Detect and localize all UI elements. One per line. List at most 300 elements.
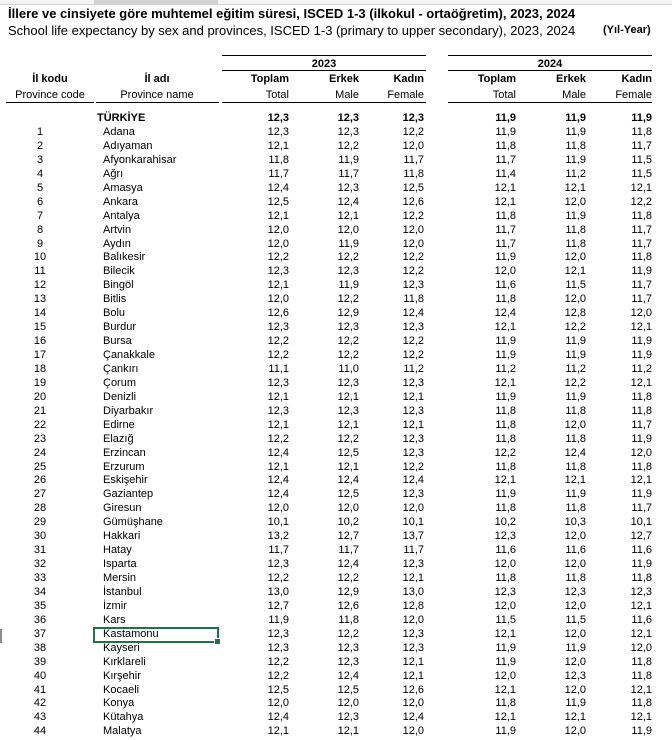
province-code-cell[interactable]: 18 (33, 362, 47, 375)
total-2023-cell[interactable]: 12,0 (267, 237, 289, 250)
male-2023-cell[interactable]: 12,4 (337, 474, 359, 487)
province-name-cell[interactable]: Kırşehir (103, 669, 141, 682)
female-2024-cell[interactable]: 11,8 (631, 460, 652, 473)
province-code-cell[interactable]: 20 (33, 390, 47, 403)
province-name-cell[interactable]: Ağrı (103, 167, 124, 180)
province-code-cell[interactable]: 37 (33, 627, 47, 640)
female-2024-cell[interactable]: 11,7 (631, 279, 652, 292)
female-2024-cell[interactable]: 11,9 (631, 349, 652, 361)
province-code-cell[interactable]: 14 (33, 307, 47, 320)
male-2024-cell[interactable]: 12,1 (564, 265, 586, 278)
province-code-cell[interactable]: 39 (33, 655, 47, 668)
total-2023-cell[interactable]: 12,1 (267, 209, 289, 222)
province-name-cell[interactable]: Eskişehir (103, 474, 148, 487)
total-2023-cell[interactable]: 13,2 (267, 530, 289, 543)
province-code-cell[interactable]: 25 (33, 460, 47, 473)
province-name-cell[interactable]: Bolu (103, 307, 126, 320)
female-2024-cell[interactable]: 11,9 (631, 488, 652, 501)
total-2023-cell[interactable]: 12,3 (267, 265, 289, 278)
male-2024-cell[interactable]: 11,2 (565, 362, 586, 375)
male-2024-cell[interactable]: 11,9 (565, 126, 586, 138)
total-2024-cell[interactable]: 11,8 (495, 418, 516, 431)
province-code-cell[interactable]: 17 (33, 349, 47, 361)
total-2023-cell[interactable]: 12,1 (267, 139, 289, 152)
total-2024-cell[interactable]: 12,1 (494, 376, 516, 389)
province-code-cell[interactable]: 36 (33, 613, 47, 626)
total-2024-cell[interactable]: 12,2 (494, 446, 516, 459)
female-2024-cell[interactable]: 12,2 (630, 195, 652, 208)
male-2024-cell[interactable]: 12,0 (564, 725, 586, 738)
total-2024-cell[interactable]: 12,0 (494, 265, 516, 278)
province-code-cell[interactable]: 22 (33, 418, 47, 431)
male-2024-cell[interactable]: 12,0 (564, 530, 586, 543)
province-name-cell[interactable]: Çankırı (103, 362, 139, 375)
female-2023-cell[interactable]: 12,3 (402, 432, 424, 445)
total-2024-cell[interactable]: 11,9 (495, 641, 516, 654)
total-2024-cell[interactable]: 12,1 (494, 683, 516, 696)
female-2024-cell[interactable]: 11,8 (631, 390, 652, 403)
female-2024-cell[interactable]: 11,8 (631, 251, 652, 264)
female-2023-cell[interactable]: 12,2 (402, 251, 424, 264)
female-2023-cell[interactable]: 11,7 (403, 153, 424, 166)
male-2024-cell[interactable]: 12,1 (564, 474, 586, 487)
male-2023-cell[interactable]: 12,0 (337, 223, 359, 236)
total-2024-cell[interactable]: 11,9 (495, 390, 516, 403)
male-2023-cell[interactable]: 12,1 (337, 460, 359, 473)
male-2024-cell[interactable]: 12,0 (564, 558, 586, 571)
province-code-cell[interactable]: 24 (33, 446, 47, 459)
province-code-cell[interactable]: 21 (33, 404, 47, 417)
total-2023-cell[interactable]: 12,2 (267, 251, 289, 264)
province-name-cell[interactable]: Konya (103, 697, 135, 710)
total-2024-cell[interactable]: 11,9 (495, 725, 516, 738)
female-2023-cell[interactable]: 12,3 (402, 446, 424, 459)
male-2024-cell[interactable]: 11,9 (565, 349, 586, 361)
province-name-cell[interactable]: Balıkesir (103, 251, 146, 264)
province-name-cell[interactable]: Burdur (103, 321, 137, 334)
province-code-cell[interactable]: 13 (33, 293, 47, 306)
male-2024-cell[interactable]: 10,3 (564, 516, 586, 529)
female-2024-cell[interactable]: 12,1 (630, 627, 652, 640)
province-name-cell[interactable]: Adana (103, 126, 135, 138)
female-2023-cell[interactable]: 10,1 (402, 516, 424, 529)
male-2023-cell[interactable]: 12,1 (337, 725, 359, 738)
total-2023-cell[interactable]: 13,0 (267, 585, 289, 598)
male-2023-cell[interactable]: 11,9 (338, 237, 359, 250)
female-2023-cell[interactable]: 11,2 (403, 362, 424, 375)
province-name-cell[interactable]: Kütahya (103, 711, 144, 724)
province-code-cell[interactable]: 43 (33, 711, 47, 724)
male-2023-cell[interactable]: 12,3 (337, 181, 359, 194)
male-2023-cell[interactable]: 12,3 (337, 321, 359, 334)
province-name-cell[interactable]: İzmir (103, 599, 127, 612)
male-2024-cell[interactable]: 11,8 (565, 404, 586, 417)
total-2024-cell[interactable]: 11,7 (495, 153, 516, 166)
male-2023-cell[interactable]: 12,2 (337, 139, 359, 152)
province-code-cell[interactable]: 40 (33, 669, 47, 682)
total-2024-cell[interactable]: 12,0 (494, 669, 516, 682)
male-2024-cell[interactable]: 12,4 (564, 446, 586, 459)
female-2023-cell[interactable]: 12,3 (402, 279, 424, 292)
male-2023-cell[interactable]: 12,9 (337, 585, 359, 598)
female-2024-cell[interactable]: 11,9 (631, 335, 652, 348)
province-code-cell[interactable]: 30 (33, 530, 47, 543)
female-2024-cell[interactable]: 11,8 (631, 126, 652, 138)
total-2024-cell[interactable]: 11,9 (495, 126, 516, 138)
male-2023-cell[interactable]: 12,7 (337, 530, 359, 543)
total-2024-cell[interactable]: 11,8 (495, 502, 516, 515)
province-code-cell[interactable]: 12 (33, 279, 47, 292)
male-2023-cell[interactable]: 12,5 (337, 488, 359, 501)
male-2023-cell[interactable]: 12,3 (337, 265, 359, 278)
total-2023-cell[interactable]: 12,3 (267, 404, 289, 417)
province-name-cell[interactable]: Erzurum (103, 460, 145, 473)
female-2024-cell[interactable]: 12,0 (630, 307, 652, 320)
male-2023-cell[interactable]: 12,2 (337, 251, 359, 264)
total-2023-cell[interactable]: 11,7 (268, 544, 289, 557)
male-2023-cell[interactable]: 12,6 (337, 599, 359, 612)
male-2024-cell[interactable]: 11,8 (565, 139, 586, 152)
female-2024-cell[interactable]: 11,5 (631, 167, 652, 180)
female-2024-cell[interactable]: 11,7 (631, 237, 652, 250)
province-code-cell[interactable]: 2 (36, 139, 44, 152)
province-code-cell[interactable]: 15 (33, 321, 47, 334)
total-2023-cell[interactable]: 12,3 (267, 641, 289, 654)
total-2024-cell[interactable]: 11,9 (495, 112, 516, 124)
male-2024-cell[interactable]: 12,2 (564, 376, 586, 389)
male-2023-cell[interactable]: 12,1 (337, 390, 359, 403)
total-2024-cell[interactable]: 11,6 (495, 279, 516, 292)
province-code-cell[interactable]: 19 (33, 376, 47, 389)
female-2023-cell[interactable]: 12,6 (402, 195, 424, 208)
male-2023-cell[interactable]: 12,0 (337, 502, 359, 515)
female-2023-cell[interactable]: 12,1 (402, 669, 424, 682)
province-name-cell[interactable]: Antalya (103, 209, 140, 222)
female-2023-cell[interactable]: 13,7 (402, 530, 424, 543)
province-name-cell[interactable]: Isparta (103, 558, 137, 571)
female-2023-cell[interactable]: 12,1 (402, 390, 424, 403)
total-2023-cell[interactable]: 12,2 (267, 669, 289, 682)
male-2023-cell[interactable]: 12,5 (337, 683, 359, 696)
total-2024-cell[interactable]: 11,2 (495, 362, 516, 375)
female-2024-cell[interactable]: 12,1 (630, 711, 652, 724)
province-name-cell[interactable]: Kırklareli (103, 655, 146, 668)
total-2024-cell[interactable]: 12,0 (494, 599, 516, 612)
female-2024-cell[interactable]: 11,8 (631, 572, 652, 584)
total-2024-cell[interactable]: 11,8 (495, 697, 516, 710)
male-2024-cell[interactable]: 11,8 (565, 460, 586, 473)
total-2023-cell[interactable]: 12,3 (267, 112, 289, 124)
total-2024-cell[interactable]: 12,1 (494, 195, 516, 208)
male-2023-cell[interactable]: 12,1 (337, 209, 359, 222)
province-code-cell[interactable]: 41 (33, 683, 47, 696)
total-2024-cell[interactable]: 12,1 (494, 321, 516, 334)
total-2024-cell[interactable]: 11,9 (495, 251, 516, 264)
female-2023-cell[interactable]: 12,1 (402, 572, 424, 584)
total-2024-cell[interactable]: 10,2 (494, 516, 516, 529)
female-2024-cell[interactable]: 12,1 (630, 474, 652, 487)
female-2023-cell[interactable]: 12,8 (402, 599, 424, 612)
total-2023-cell[interactable]: 12,3 (267, 558, 289, 571)
male-2024-cell[interactable]: 11,9 (565, 112, 586, 124)
total-2023-cell[interactable]: 11,9 (268, 613, 289, 626)
total-2023-cell[interactable]: 12,5 (267, 195, 289, 208)
male-2024-cell[interactable]: 11,2 (565, 167, 586, 180)
female-2023-cell[interactable]: 12,0 (402, 139, 424, 152)
male-2024-cell[interactable]: 11,9 (565, 641, 586, 654)
province-code-cell[interactable]: 6 (36, 195, 44, 208)
province-code-cell[interactable]: 16 (33, 335, 47, 348)
male-2023-cell[interactable]: 12,3 (337, 376, 359, 389)
female-2023-cell[interactable]: 12,3 (402, 558, 424, 571)
female-2024-cell[interactable]: 12,0 (630, 641, 652, 654)
female-2024-cell[interactable]: 11,8 (631, 404, 652, 417)
total-2023-cell[interactable]: 11,7 (268, 167, 289, 180)
total-2023-cell[interactable]: 12,1 (267, 418, 289, 431)
total-2024-cell[interactable]: 11,9 (495, 349, 516, 361)
male-2023-cell[interactable]: 12,3 (337, 112, 359, 124)
province-code-cell[interactable]: 35 (33, 599, 47, 612)
female-2023-cell[interactable]: 12,4 (402, 307, 424, 320)
female-2023-cell[interactable]: 12,0 (402, 613, 424, 626)
male-2024-cell[interactable]: 11,9 (565, 390, 586, 403)
total-2024-cell[interactable]: 12,1 (494, 627, 516, 640)
male-2024-cell[interactable]: 11,8 (565, 572, 586, 584)
male-2023-cell[interactable]: 12,2 (337, 627, 359, 640)
male-2024-cell[interactable]: 12,0 (564, 251, 586, 264)
total-2024-cell[interactable]: 12,1 (494, 474, 516, 487)
total-2023-cell[interactable]: 12,4 (267, 474, 289, 487)
total-2024-cell[interactable]: 11,8 (495, 432, 516, 445)
total-2024-cell[interactable]: 11,8 (495, 460, 516, 473)
female-2023-cell[interactable]: 12,2 (402, 265, 424, 278)
total-2023-cell[interactable]: 12,5 (267, 683, 289, 696)
province-code-cell[interactable]: 7 (36, 209, 44, 222)
female-2023-cell[interactable]: 12,3 (402, 488, 424, 501)
female-2023-cell[interactable]: 12,0 (402, 725, 424, 738)
male-2024-cell[interactable]: 11,5 (565, 613, 586, 626)
male-2023-cell[interactable]: 12,9 (337, 307, 359, 320)
total-2024-cell[interactable]: 11,6 (495, 544, 516, 557)
male-2024-cell[interactable]: 12,3 (564, 669, 586, 682)
female-2024-cell[interactable]: 11,8 (631, 209, 652, 222)
total-2024-cell[interactable]: 11,8 (495, 572, 516, 584)
male-2023-cell[interactable]: 12,1 (337, 418, 359, 431)
total-2023-cell[interactable]: 12,2 (267, 335, 289, 348)
female-2024-cell[interactable]: 11,7 (631, 502, 652, 515)
province-code-cell[interactable]: 29 (33, 516, 47, 529)
total-2023-cell[interactable]: 12,1 (267, 725, 289, 738)
female-2024-cell[interactable]: 11,5 (631, 153, 652, 166)
province-name-cell[interactable]: Bitlis (103, 293, 127, 306)
male-2023-cell[interactable]: 12,5 (337, 446, 359, 459)
total-2023-cell[interactable]: 12,0 (267, 293, 289, 306)
province-name-cell[interactable]: Kars (103, 613, 126, 626)
province-name-cell[interactable]: Gümüşhane (103, 516, 163, 529)
female-2023-cell[interactable]: 11,7 (403, 544, 424, 557)
province-name-cell[interactable]: Çorum (103, 376, 137, 389)
province-code-cell[interactable]: 26 (33, 474, 47, 487)
female-2024-cell[interactable]: 12,1 (630, 181, 652, 194)
province-code-cell[interactable]: 28 (33, 502, 47, 515)
male-2023-cell[interactable]: 12,3 (337, 641, 359, 654)
male-2024-cell[interactable]: 11,9 (565, 209, 586, 222)
total-2023-cell[interactable]: 12,2 (267, 349, 289, 361)
female-2024-cell[interactable]: 11,7 (631, 293, 652, 306)
province-name-cell[interactable]: Hatay (103, 544, 132, 557)
province-code-cell[interactable]: 9 (36, 237, 44, 250)
female-2023-cell[interactable]: 12,1 (402, 418, 424, 431)
province-name-cell[interactable]: Ankara (103, 195, 138, 208)
female-2024-cell[interactable]: 12,0 (630, 446, 652, 459)
province-name-cell[interactable]: Kayseri (103, 641, 140, 654)
province-name-cell[interactable]: Amasya (103, 181, 143, 194)
female-2024-cell[interactable]: 11,9 (631, 112, 652, 124)
male-2023-cell[interactable]: 12,2 (337, 432, 359, 445)
total-2024-cell[interactable]: 11,7 (495, 237, 516, 250)
province-name-cell[interactable]: Artvin (103, 223, 132, 236)
total-2023-cell[interactable]: 12,3 (267, 321, 289, 334)
male-2023-cell[interactable]: 12,4 (337, 558, 359, 571)
male-2024-cell[interactable]: 11,8 (565, 502, 586, 515)
province-code-cell[interactable]: 8 (36, 223, 44, 236)
total-2024-cell[interactable]: 12,4 (494, 307, 516, 320)
province-name-cell[interactable]: Gaziantep (103, 488, 154, 501)
province-code-cell[interactable]: 33 (33, 572, 47, 584)
male-2024-cell[interactable]: 12,0 (564, 293, 586, 306)
male-2024-cell[interactable]: 12,1 (564, 711, 586, 724)
female-2024-cell[interactable]: 11,9 (631, 725, 652, 738)
female-2023-cell[interactable]: 11,8 (403, 293, 424, 306)
female-2023-cell[interactable]: 12,2 (402, 209, 424, 222)
total-2024-cell[interactable]: 11,8 (495, 139, 516, 152)
male-2024-cell[interactable]: 11,8 (565, 223, 586, 236)
province-name-cell[interactable]: Erzincan (103, 446, 146, 459)
province-name-cell[interactable]: Giresun (103, 502, 142, 515)
male-2023-cell[interactable]: 12,3 (337, 126, 359, 138)
total-2023-cell[interactable]: 12,4 (267, 711, 289, 724)
male-2024-cell[interactable]: 12,8 (564, 307, 586, 320)
female-2024-cell[interactable]: 11,2 (631, 362, 652, 375)
province-code-cell[interactable]: 11 (34, 265, 46, 278)
female-2023-cell[interactable]: 12,2 (402, 335, 424, 348)
female-2024-cell[interactable]: 12,1 (630, 321, 652, 334)
female-2023-cell[interactable]: 12,3 (402, 404, 424, 417)
province-name-cell[interactable]: Kastamonu (103, 627, 159, 640)
female-2023-cell[interactable]: 12,2 (402, 460, 424, 473)
province-code-cell[interactable]: 44 (33, 725, 47, 738)
male-2023-cell[interactable]: 11,8 (338, 613, 359, 626)
female-2024-cell[interactable]: 11,9 (631, 265, 652, 278)
total-2023-cell[interactable]: 12,1 (267, 279, 289, 292)
total-2023-cell[interactable]: 12,3 (267, 376, 289, 389)
male-2023-cell[interactable]: 11,7 (338, 544, 359, 557)
province-code-cell[interactable]: 42 (33, 697, 47, 710)
male-2024-cell[interactable]: 12,0 (564, 195, 586, 208)
total-2023-cell[interactable]: 12,6 (267, 307, 289, 320)
total-2023-cell[interactable]: 12,2 (267, 432, 289, 445)
female-2023-cell[interactable]: 12,5 (402, 181, 424, 194)
total-2023-cell[interactable]: 11,1 (268, 362, 289, 375)
province-name-cell[interactable]: TÜRKİYE (97, 112, 146, 124)
total-2024-cell[interactable]: 12,3 (494, 585, 516, 598)
province-name-cell[interactable]: Hakkari (103, 530, 141, 543)
province-name-cell[interactable]: Bilecik (103, 265, 135, 278)
female-2023-cell[interactable]: 12,0 (402, 502, 424, 515)
female-2024-cell[interactable]: 12,7 (630, 530, 652, 543)
province-name-cell[interactable]: Edirne (103, 418, 135, 431)
total-2024-cell[interactable]: 11,7 (495, 223, 516, 236)
male-2023-cell[interactable]: 12,2 (337, 572, 359, 584)
male-2023-cell[interactable]: 12,0 (337, 697, 359, 710)
total-2023-cell[interactable]: 12,3 (267, 627, 289, 640)
male-2023-cell[interactable]: 11,9 (338, 153, 359, 166)
total-2023-cell[interactable]: 12,3 (267, 126, 289, 138)
male-2024-cell[interactable]: 11,8 (565, 432, 586, 445)
province-code-cell[interactable]: 4 (36, 167, 44, 180)
female-2023-cell[interactable]: 12,3 (402, 112, 424, 124)
male-2023-cell[interactable]: 12,3 (337, 655, 359, 668)
province-name-cell[interactable]: Elazığ (103, 432, 134, 445)
female-2023-cell[interactable]: 12,3 (402, 641, 424, 654)
total-2024-cell[interactable]: 11,8 (495, 404, 516, 417)
male-2023-cell[interactable]: 12,3 (337, 404, 359, 417)
total-2023-cell[interactable]: 12,4 (267, 488, 289, 501)
female-2023-cell[interactable]: 12,3 (402, 627, 424, 640)
female-2023-cell[interactable]: 12,0 (402, 223, 424, 236)
total-2024-cell[interactable]: 12,3 (494, 530, 516, 543)
female-2024-cell[interactable]: 12,3 (630, 585, 652, 598)
male-2024-cell[interactable]: 12,0 (564, 655, 586, 668)
female-2023-cell[interactable]: 12,6 (402, 683, 424, 696)
male-2024-cell[interactable]: 12,0 (564, 599, 586, 612)
province-code-cell[interactable]: 3 (36, 153, 44, 166)
male-2024-cell[interactable]: 11,6 (565, 544, 586, 557)
male-2024-cell[interactable]: 12,1 (564, 181, 586, 194)
female-2024-cell[interactable]: 11,6 (631, 613, 652, 626)
female-2024-cell[interactable]: 11,9 (631, 558, 652, 571)
female-2024-cell[interactable]: 11,8 (631, 655, 652, 668)
province-code-cell[interactable]: 23 (33, 432, 47, 445)
female-2023-cell[interactable]: 12,0 (402, 697, 424, 710)
female-2023-cell[interactable]: 12,3 (402, 376, 424, 389)
male-2024-cell[interactable]: 11,5 (565, 279, 586, 292)
province-code-cell[interactable]: 1 (36, 126, 44, 138)
province-code-cell[interactable]: 5 (36, 181, 44, 194)
female-2024-cell[interactable]: 11,9 (631, 432, 652, 445)
total-2024-cell[interactable]: 11,9 (495, 488, 516, 501)
male-2023-cell[interactable]: 12,4 (337, 669, 359, 682)
total-2024-cell[interactable]: 11,4 (495, 167, 516, 180)
male-2023-cell[interactable]: 11,7 (338, 167, 359, 180)
female-2024-cell[interactable]: 11,8 (631, 697, 652, 710)
total-2024-cell[interactable]: 11,8 (495, 209, 516, 222)
total-2023-cell[interactable]: 12,2 (267, 655, 289, 668)
province-name-cell[interactable]: İstanbul (103, 585, 142, 598)
total-2024-cell[interactable]: 12,0 (494, 558, 516, 571)
total-2023-cell[interactable]: 12,0 (267, 223, 289, 236)
total-2023-cell[interactable]: 12,1 (267, 460, 289, 473)
female-2024-cell[interactable]: 11,7 (631, 418, 652, 431)
male-2023-cell[interactable]: 12,4 (337, 195, 359, 208)
male-2024-cell[interactable]: 12,0 (564, 418, 586, 431)
female-2023-cell[interactable]: 12,3 (402, 321, 424, 334)
selected-column-header[interactable] (94, 0, 218, 4)
total-2024-cell[interactable]: 11,9 (495, 655, 516, 668)
male-2023-cell[interactable]: 10,2 (337, 516, 359, 529)
province-code-cell[interactable]: 32 (33, 558, 47, 571)
province-code-cell[interactable]: 10 (33, 251, 47, 264)
